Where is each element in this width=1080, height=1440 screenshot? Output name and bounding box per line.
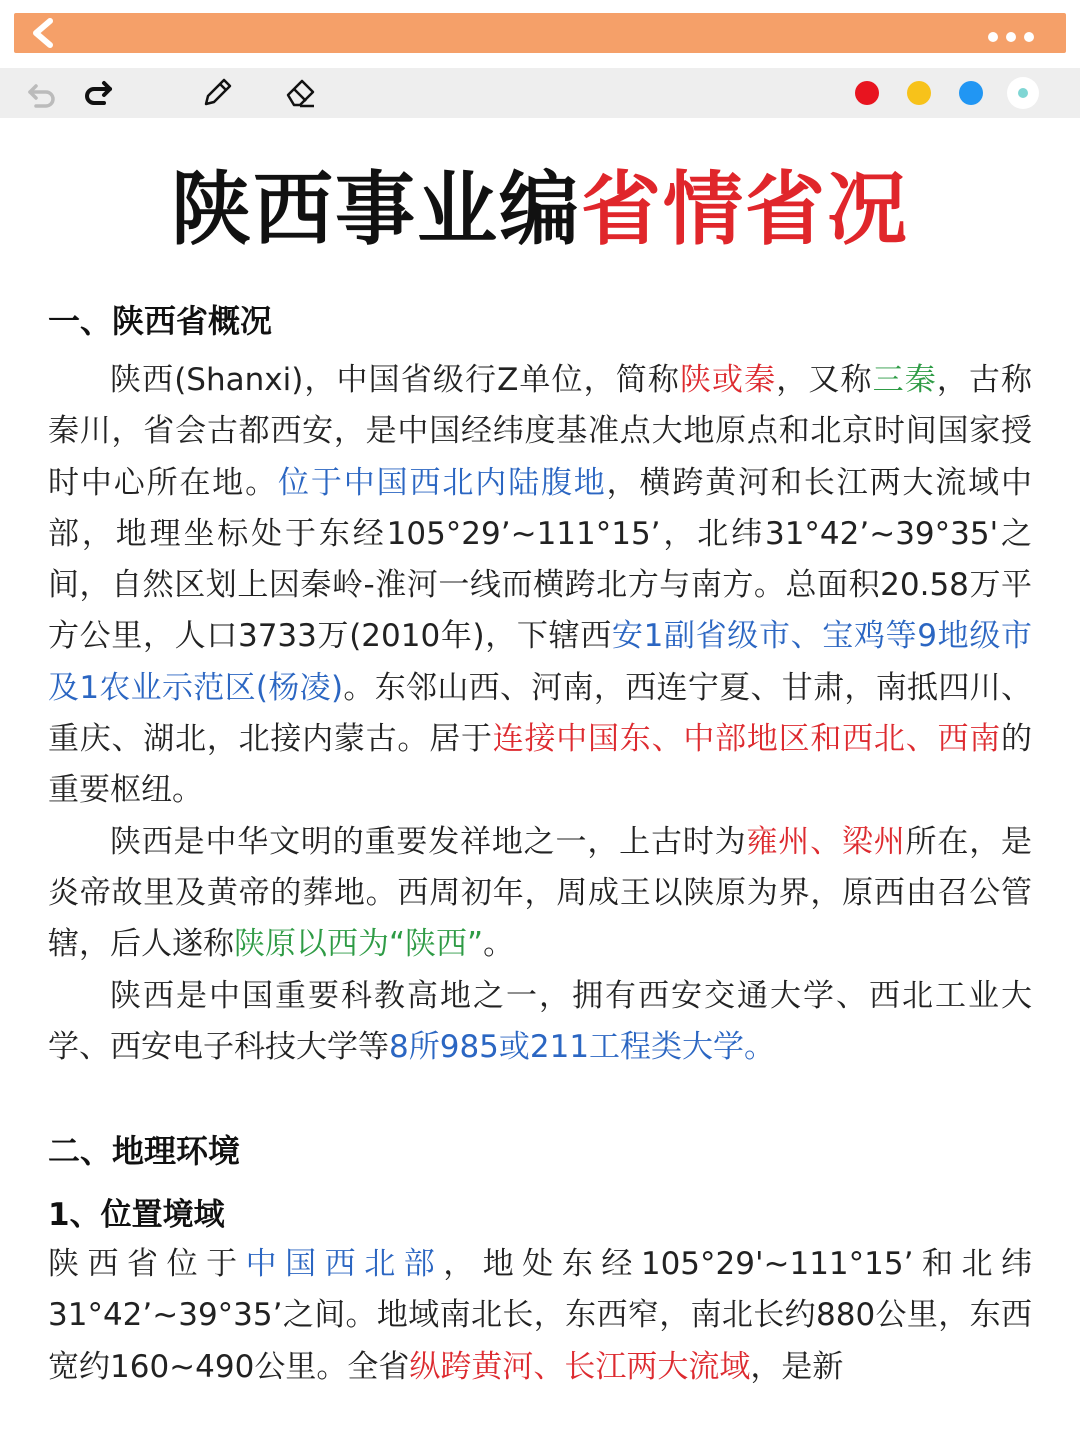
pencil-icon[interactable] bbox=[200, 77, 232, 109]
section-heading-overview: 一、陕西省概况 bbox=[48, 302, 273, 340]
paragraph-education bbox=[48, 971, 1032, 1074]
highlight-red: 纵跨黄河、长江两大流域 bbox=[409, 1348, 751, 1385]
highlight-green: 陕原以西为“陕西” bbox=[234, 926, 484, 963]
paragraph-history bbox=[48, 817, 1032, 971]
text-run: ，地处东经105°29'~111°15’和北纬31°42’~39°35’之间。地域南北长，东西窄，南北长约880公里，东西宽约160~490公里。全省 bbox=[48, 1246, 1033, 1385]
highlight-red: 陕或秦 bbox=[679, 362, 777, 398]
eraser-icon[interactable] bbox=[284, 77, 316, 109]
title-part-red: 省情省况 bbox=[581, 163, 909, 256]
text-run: 。 bbox=[483, 926, 515, 963]
article-body bbox=[48, 295, 1032, 1393]
paragraph-overview bbox=[48, 355, 1032, 817]
color-yellow-button[interactable] bbox=[907, 81, 931, 105]
highlight-blue: 安1副省级市、宝鸡等9地级市及1农业示范区(杨凌) bbox=[48, 618, 1032, 706]
chevron-left-icon[interactable] bbox=[28, 17, 58, 49]
highlight-blue: 8所985或211工程类大学。 bbox=[389, 1028, 776, 1065]
text-run: 陕西省位于 bbox=[48, 1246, 246, 1283]
text-run: 陕西(Shanxi)，中国省级行Z单位，简称 bbox=[110, 362, 680, 398]
text-run: 陕西是中华文明的重要发祥地之一，上古时为 bbox=[110, 823, 747, 860]
subsection-heading-location: 1、位置境域 bbox=[48, 1197, 225, 1234]
text-run: 。东邻山西、河南，西连宁夏、甘肃，南抵四川、重庆、湖北，北接内蒙古。居于 bbox=[48, 669, 1032, 758]
text-run: 所在，是炎帝故里及黄帝的葬地。西周初年，周成王以陕原为界，原西由召公管辖，后人遂称 bbox=[48, 823, 1033, 963]
paragraph-location bbox=[48, 1239, 1032, 1393]
ellipsis-icon[interactable] bbox=[988, 27, 1048, 39]
highlight-red: 连接中国东、中部地区和西北、西南 bbox=[492, 721, 1001, 758]
section-heading-geography: 二、地理环境 bbox=[48, 1132, 241, 1171]
text-run: ，又称 bbox=[776, 362, 873, 398]
page-title bbox=[0, 162, 1080, 258]
color-cyan-button[interactable] bbox=[1007, 77, 1039, 109]
text-run: 的重要枢纽。 bbox=[48, 721, 1032, 809]
text-run: ，是新 bbox=[750, 1348, 844, 1385]
color-red-button[interactable] bbox=[855, 81, 879, 105]
text-run: ，横跨黄河和长江两大流域中部，地理坐标处于东经105°29’~111°15’，北纬31°42’~39°35'之间，自然区划上因秦岭-淮河一线而横跨北方与南方。总面积20.58万平方公里，人口3733万(2010年)，下辖西 bbox=[48, 464, 1033, 655]
highlight-red: 雍州、梁州 bbox=[746, 823, 906, 860]
highlight-green: 三秦 bbox=[872, 362, 937, 398]
top-bar bbox=[14, 13, 1066, 53]
edit-toolbar bbox=[0, 68, 1080, 118]
highlight-blue: 中国西北部 bbox=[245, 1246, 444, 1283]
text-run: ，古称秦川，省会古都西安，是中国经纬度基准点大地原点和北京时间国家授时中心所在地。 bbox=[48, 362, 1033, 501]
title-part-black: 陕西事业编 bbox=[171, 163, 581, 256]
text-run: 陕西是中国重要科教高地之一，拥有西安交通大学、西北工业大学、西安电子科技大学等 bbox=[48, 977, 1032, 1065]
undo-icon[interactable] bbox=[26, 77, 58, 109]
color-cyan-dot bbox=[1018, 88, 1028, 98]
color-blue-button[interactable] bbox=[959, 81, 983, 105]
redo-icon[interactable] bbox=[82, 77, 114, 109]
highlight-blue: 位于中国西北内陆腹地 bbox=[278, 464, 607, 501]
